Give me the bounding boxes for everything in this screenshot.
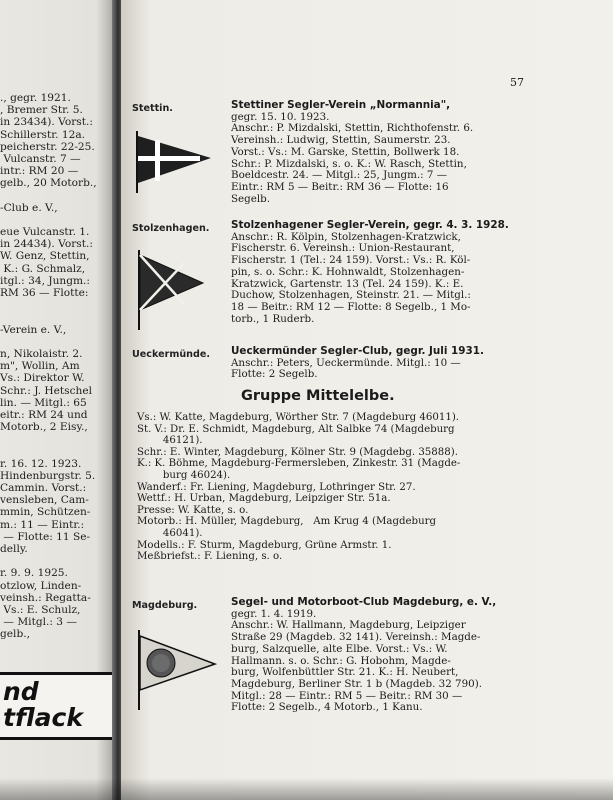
left-page xyxy=(0,0,120,800)
left-page-line xyxy=(0,214,120,226)
entry-stettin xyxy=(231,100,609,205)
left-page-line: , Bremer Str. 5. xyxy=(0,104,83,117)
left-page-line: r. 9. 9. 1925. xyxy=(0,567,68,580)
entry-line: Eintr.: RM 5 — Beitr.: RM 36 — Flotte: 16 xyxy=(231,180,449,193)
club-title-stettin: Stettiner Segler-Verein „Normannia", xyxy=(231,99,451,111)
entry-line: pin, s. o. Schr.: K. Hohnwaldt, Stolzenhagen- xyxy=(231,265,465,278)
entry-line: Mitgl.: 28 — Eintr.: RM 5 — Beitr.: RM 30 — xyxy=(231,689,463,702)
left-page-line: vensleben, Cam- xyxy=(0,494,89,507)
entry-line: Anschr.: W. Hallmann, Magdeburg, Leipziger xyxy=(231,619,466,632)
entry-line: Segelb. xyxy=(231,192,270,205)
left-page-line: intr.: RM 20 — xyxy=(0,165,79,178)
entry-line: Hallmann. s. o. Schr.: G. Hobohm, Magde- xyxy=(231,654,451,667)
page-number: 57 xyxy=(510,76,524,89)
entry-line: Anschr.: Peters, Ueckermünde. Mitgl.: 10 — xyxy=(231,356,461,369)
entry-ueckermuende xyxy=(231,346,609,381)
left-page-line: m", Wollin, Am xyxy=(0,360,80,373)
entry-line: Anschr.: P. Mizdalski, Stettin, Richthofenstr. 6. xyxy=(231,122,474,135)
entry-line: torb., 1 Ruderb. xyxy=(231,312,315,325)
left-page-line: RM 36 — Flotte: xyxy=(0,287,89,299)
left-page-line xyxy=(0,190,120,202)
left-page-line: eitr.: RM 24 und xyxy=(0,408,88,421)
entry-line: gegr. 1. 4. 1919. xyxy=(231,607,317,620)
left-page-line: veinsh.: Regatta- xyxy=(0,591,91,604)
entry-line: Vorst.: Vs.: M. Garske, Stettin, Bollwerk 18. xyxy=(231,145,460,158)
advert-text-1: nd xyxy=(3,677,39,706)
entry-line: burg, Salzquelle, alte Elbe. Vorst.: Vs.: W. xyxy=(231,642,448,655)
entry-line: Magdeburg, Berliner Str. 1 b (Magdeb. 32 790). xyxy=(231,677,482,690)
club-title-stolzenhagen: Stolzenhagener Segler-Verein, gegr. 4. 3. 1928. xyxy=(231,219,509,231)
group-line: 46041). xyxy=(137,527,203,539)
left-page-line: in 23434). Vorst.: xyxy=(0,116,93,129)
stolzenhagen-flag-icon xyxy=(133,250,205,330)
left-page-line: Schr.: J. Hetschel xyxy=(0,384,92,397)
entry-line: Schr.: P. Mizdalski, s. o. K.: W. Rasch, Stettin, xyxy=(231,157,467,170)
left-page-line xyxy=(0,336,120,348)
entry-stolzenhagen xyxy=(231,220,609,325)
entry-line: Flotte: 2 Segelb., 4 Motorb., 1 Kanu. xyxy=(231,701,423,714)
left-page-line: Vulcanstr. 7 — xyxy=(0,152,81,165)
entry-line: Fischerstr. 1 (Tel.: 24 159). Vorst.: Vs.: R. Köl- xyxy=(231,254,471,267)
left-page-line: delly. xyxy=(0,542,28,555)
group-line: burg 46024). xyxy=(137,469,231,481)
entry-line: Flotte: 2 Segelb. xyxy=(231,368,318,381)
left-page-line: K.: G. Schmalz, xyxy=(0,262,86,275)
left-page-line: lin. — Mitgl.: 65 xyxy=(0,396,87,409)
club-title-magdeburg: Segel- und Motorboot-Club Magdeburg, e. V., xyxy=(231,596,497,608)
left-page-line: n, Nikolaistr. 2. xyxy=(0,347,83,360)
left-page-line: mmin, Schützen- xyxy=(0,506,91,519)
place-label-magdeburg: Magdeburg. xyxy=(132,600,198,611)
left-page-line: — Mitgl.: 3 — xyxy=(0,616,77,629)
entry-line: Boeldcestr. 24. — Mitgl.: 25, Jungm.: 7 — xyxy=(231,169,447,182)
group-line: 46121). xyxy=(137,435,203,447)
group-line: Schr.: E. Winter, Magdeburg, Kölner Str. 9 (Magdebg. 35888). xyxy=(137,446,458,458)
left-page-line: peicherstr. 22-25. xyxy=(0,140,95,153)
left-page-line: W. Genz, Stettin, xyxy=(0,250,90,263)
left-page-line: -Club e. V., xyxy=(0,201,58,214)
left-page-line: r. 16. 12. 1923. xyxy=(0,457,82,470)
group-line: Meßbriefst.: F. Liening, s. o. xyxy=(137,551,283,563)
entry-line: Anschr.: R. Kölpin, Stolzenhagen-Kratzwick, xyxy=(231,230,461,243)
entry-line: Vereinsh.: Ludwig, Stettin, Saumerstr. 23. xyxy=(231,134,451,147)
left-page-line xyxy=(0,433,120,445)
left-page-line: — Flotte: 11 Se- xyxy=(0,530,91,543)
entry-line: Duchow, Stolzenhagen, Steinstr. 21. — Mitgl.: xyxy=(231,289,471,302)
left-advert-box xyxy=(0,672,117,740)
entry-line: gegr. 15. 10. 1923. xyxy=(231,110,330,123)
group-line: Presse: W. Katte, s. o. xyxy=(137,504,249,516)
left-page-line: ., gegr. 1921. xyxy=(0,92,71,104)
magdeburg-flag-icon xyxy=(133,630,217,710)
left-page-line: in 24434). Vorst.: xyxy=(0,238,93,251)
advert-text-2: tflack xyxy=(3,703,83,732)
left-page-line: Vs.: Direktor W. xyxy=(0,372,85,385)
left-page-line: otzlow, Linden- xyxy=(0,579,82,592)
entry-line: 18 — Beitr.: RM 12 — Flotte: 8 Segelb., 1 Mo- xyxy=(231,300,471,313)
left-page-line xyxy=(0,555,120,567)
entry-line: Straße 29 (Magdeb. 32 141). Vereinsh.: Magde- xyxy=(231,631,481,644)
group-line: Modells.: F. Sturm, Magdeburg, Grüne Armstr. 1. xyxy=(137,539,392,551)
left-page-line: Schillerstr. 12a. xyxy=(0,128,86,141)
place-label-stettin: Stettin. xyxy=(132,103,173,114)
entry-line: Kratzwick, Gartenstr. 13 (Tel. 24 159). K.: E. xyxy=(231,277,464,290)
entry-line: Fischerstr. 6. Vereinsh.: Union-Restaurant, xyxy=(231,242,455,255)
left-page-line xyxy=(0,311,120,323)
group-line: Vs.: W. Katte, Magdeburg, Wörther Str. 7 (Magdeburg 46011). xyxy=(137,412,460,423)
left-page-line: Cammin. Vorst.: xyxy=(0,482,87,494)
left-page-line: Hindenburgstr. 5. xyxy=(0,469,96,482)
stettin-flag-icon xyxy=(133,131,213,193)
group-line: Motorb.: H. Müller, Magdeburg, Am Krug 4 (Magdeburg xyxy=(137,516,437,528)
left-page-line: -Verein e. V., xyxy=(0,323,67,336)
left-page-line: gelb., 20 Motorb., xyxy=(0,177,97,190)
group-heading: Gruppe Mittelelbe. xyxy=(241,388,395,404)
left-page-line: gelb., xyxy=(0,628,30,641)
left-page-line xyxy=(0,445,120,457)
left-page-text xyxy=(0,92,120,640)
left-page-line xyxy=(0,299,120,311)
group-line: St. V.: Dr. E. Schmidt, Magdeburg, Alt Salbke 74 (Magdeburg xyxy=(137,423,455,435)
left-page-line: m.: 11 — Eintr.: xyxy=(0,518,85,531)
group-line: K.: K. Böhme, Magdeburg-Fermersleben, Zinkestr. 31 (Magde- xyxy=(137,458,461,470)
place-label-stolzenhagen: Stolzenhagen. xyxy=(132,223,210,234)
group-line: Wettf.: H. Urban, Magdeburg, Leipziger Str. 51a. xyxy=(137,493,391,505)
left-page-line: Vs.: E. Schulz, xyxy=(0,603,81,616)
group-officials xyxy=(137,412,609,563)
left-page-line: Motorb., 2 Eisy., xyxy=(0,421,88,434)
place-label-ueckermuende: Ueckermünde. xyxy=(132,349,211,360)
page-bottom-shadow xyxy=(0,778,613,800)
right-page xyxy=(121,0,613,800)
group-line: Wanderf.: Fr. Liening, Magdeburg, Lothringer Str. 27. xyxy=(137,481,416,493)
left-page-line: eue Vulcanstr. 1. xyxy=(0,226,90,239)
entry-line: burg, Wolfenbüttler Str. 21. K.: H. Neubert, xyxy=(231,666,459,679)
left-page-line: itgl.: 34, Jungm.: xyxy=(0,274,90,287)
club-title-ueckermuende: Ueckermünder Segler-Club, gegr. Juli 1931. xyxy=(231,345,484,357)
entry-magdeburg xyxy=(231,597,609,714)
